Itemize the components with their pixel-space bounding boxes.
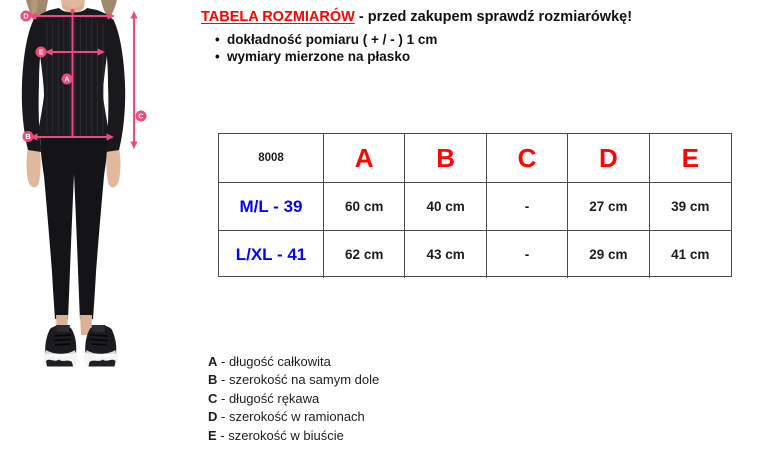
table-cell: 41 cm	[671, 247, 710, 262]
model-photo	[0, 0, 180, 380]
legend-description: długość rękawa	[228, 390, 320, 406]
marker-letter-c: C	[138, 111, 144, 121]
legend-item-a	[208, 353, 379, 371]
table-cell: -	[487, 183, 568, 231]
bullet-icon: •	[215, 32, 220, 47]
col-header-e: E	[650, 134, 731, 183]
legend-description: długość całkowita	[228, 354, 331, 369]
page-subtitle: - przed zakupem sprawdź rozmiarówkę!	[354, 9, 633, 25]
marker-letter-a: A	[64, 74, 70, 84]
legend-letter: B	[208, 372, 218, 388]
bullet-text: wymiary mierzone na płasko	[227, 48, 411, 64]
leggings	[39, 130, 108, 319]
legend-separator: -	[217, 409, 229, 425]
col-header-c: C	[487, 134, 568, 183]
arrowhead	[130, 11, 137, 19]
size-label-lxl: L/XL - 41	[219, 231, 324, 278]
bullet-item	[215, 32, 761, 49]
bullet-item	[215, 49, 761, 66]
legend-item-b	[208, 371, 379, 389]
legend-separator: -	[216, 427, 229, 443]
bullet-text: dokładność pomiaru ( + / - ) 1 cm	[227, 32, 438, 47]
legend-description: szerokość w biuście	[228, 427, 344, 443]
bullet-icon: •	[215, 48, 220, 64]
col-header-a: A	[324, 134, 405, 183]
header-bullets	[201, 32, 761, 65]
legend-description: szerokość na samym dole	[228, 372, 380, 388]
size-table	[218, 133, 732, 277]
legend-separator: -	[217, 354, 229, 369]
marker-letter-d: D	[23, 11, 29, 21]
table-cell: 40 cm	[405, 183, 486, 231]
legend-letter: A	[208, 354, 218, 369]
col-header-b: B	[405, 134, 486, 183]
measure-line-A-dot	[71, 9, 75, 13]
page-title: TABELA ROZMIARÓW	[201, 9, 355, 25]
size-chart-header	[201, 9, 761, 65]
arrowhead	[130, 142, 137, 150]
legend-letter: C	[208, 390, 218, 406]
table-cell: 62 cm	[324, 231, 405, 278]
legend-separator: -	[217, 390, 229, 406]
legend-item-d	[208, 408, 379, 426]
size-label-ml: M/L - 39	[219, 183, 324, 231]
legend-description: szerokość w ramionach	[228, 409, 365, 425]
legend-item-e	[208, 427, 379, 445]
legend-item-c	[208, 390, 379, 408]
legend-letter: E	[208, 427, 217, 443]
marker-letter-b: B	[25, 132, 31, 142]
right-sneaker	[84, 325, 118, 367]
table-cell: 60 cm	[324, 183, 405, 231]
product-code-cell: 8008	[219, 134, 324, 183]
left-sneaker	[43, 325, 77, 367]
table-cell: 43 cm	[405, 231, 486, 278]
legend-separator: -	[217, 372, 229, 388]
legend-letter: D	[208, 409, 218, 425]
col-header-d: D	[568, 134, 649, 183]
sneakers	[43, 325, 118, 367]
table-cell: 39 cm	[650, 183, 731, 231]
table-cell: -	[487, 231, 568, 278]
table-cell: 27 cm	[568, 183, 649, 231]
marker-letter-e: E	[38, 47, 44, 57]
measurement-legend	[208, 353, 379, 445]
table-cell: 29 cm	[568, 231, 649, 278]
